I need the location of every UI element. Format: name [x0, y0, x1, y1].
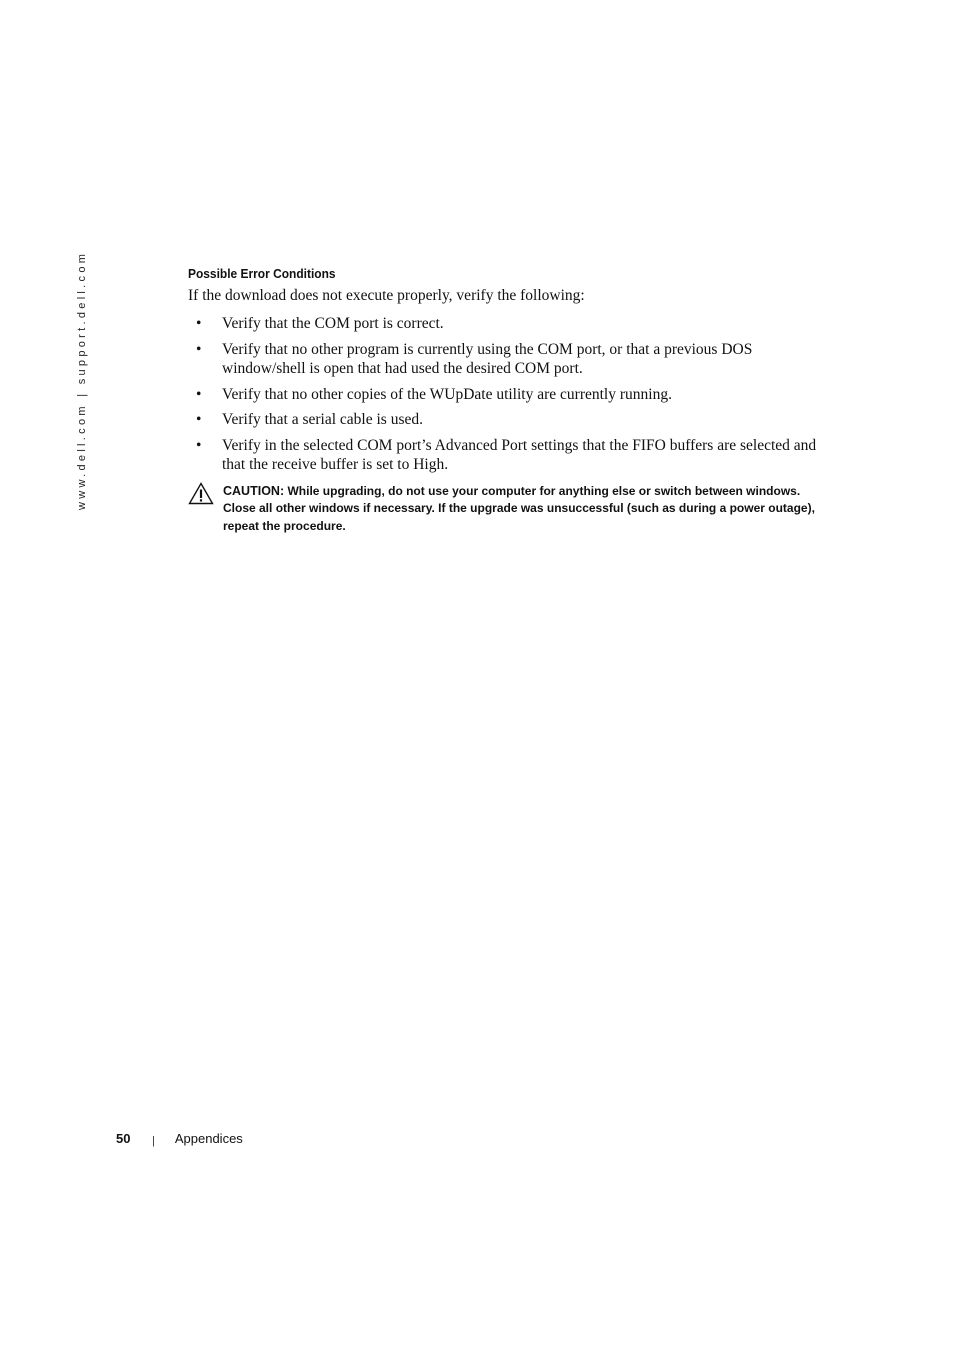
list-item — [188, 340, 828, 379]
caution-text: While upgrading, do not use your computer for anything else or switch between windows. Close all other windows if necessary. If the upgrade was unsuccessful (such as during a power outage), repeat the procedure. — [223, 483, 815, 533]
caution-notice — [188, 483, 828, 536]
bullet-dot: • — [196, 340, 202, 358]
chapter-name: Appendices — [174, 1131, 243, 1146]
bullet-list — [188, 314, 828, 475]
side-url-text: www.dell.com | support.dell.com — [76, 250, 88, 510]
list-item — [188, 436, 828, 475]
intro-paragraph: If the download does not execute properly, verify the following: — [188, 287, 585, 304]
section-heading: Possible Error Conditions — [188, 266, 336, 281]
list-item-text: Verify that no other copies of the WUpDate utility are currently running. — [222, 385, 672, 403]
list-item — [188, 385, 828, 405]
warning-triangle-icon — [188, 482, 214, 505]
footer-separator: | — [152, 1135, 155, 1147]
main-content — [188, 266, 828, 535]
page-footer — [116, 1131, 243, 1146]
page-number: 50 — [116, 1131, 131, 1146]
list-item-text: Verify that no other program is currently using the COM port, or that a previous DOS window/shell is open that had used the desired COM port. — [222, 340, 753, 377]
list-item-text: Verify that a serial cable is used. — [222, 411, 423, 428]
bullet-dot: • — [196, 436, 202, 454]
list-item-text: Verify in the selected COM port’s Advanced Port settings that the FIFO buffers are selected and that the receive buffer is set to High. — [222, 436, 817, 473]
list-item-text: Verify that the COM port is correct. — [222, 315, 444, 332]
bullet-dot: • — [196, 385, 202, 403]
list-item — [188, 410, 828, 430]
list-item — [188, 314, 828, 334]
bullet-dot: • — [196, 411, 202, 428]
bullet-dot: • — [196, 315, 202, 332]
caution-label: CAUTION: — [223, 483, 285, 498]
